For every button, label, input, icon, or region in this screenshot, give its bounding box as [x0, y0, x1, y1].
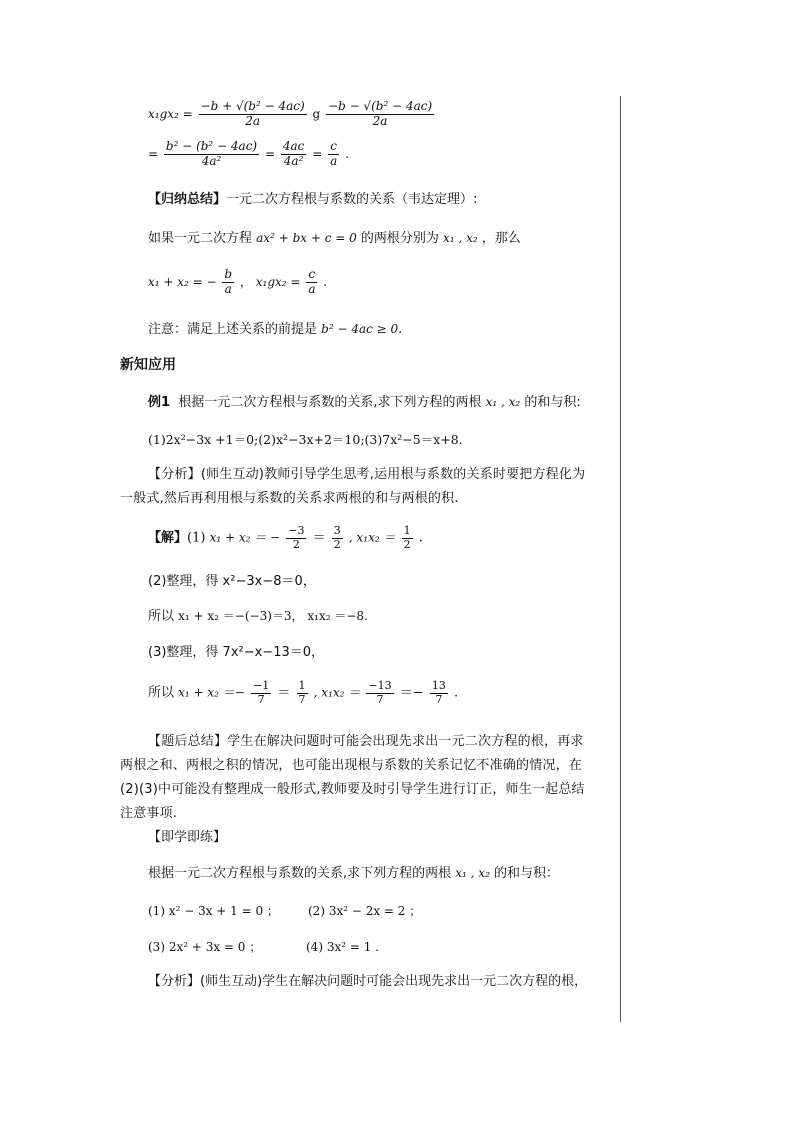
solution-heading: 【解】: [148, 530, 188, 546]
fraction: $\frac{3}{2}$: [333, 524, 341, 551]
quadratic-equation: ax² + bx + c = 0: [256, 231, 357, 245]
practice-problem-1: (1) x² − 3x + 1 = 0 ；: [148, 904, 279, 918]
fraction: $\frac{4ac}{\text{4a²}}$: [282, 139, 305, 168]
practice-problem-3: (3) 2x² + 3x = 0 ；: [148, 940, 262, 954]
post-summary: 【题后总结】学生在解决问题时可能会出现先求出一元二次方程的根，再求两根之和、两根之积的情况，也可能出现根与系数的关系记忆不准确的情况，在(2)(3)中可能没有整理成一般形式,教师要及时引导学生进行订正，师生一起总结注意事项.: [120, 734, 585, 821]
vieta-formulas: x₁ + x₂ = − $\frac{b}{a}$ ， x₁gx₂ = $\frac{c}{a}$ .: [148, 267, 328, 296]
practice-problem-2: (2) 3x² − 2x = 2 ；: [308, 904, 422, 918]
solution-2-step: (2)整理，得 x²−3x−8＝0，: [148, 574, 316, 589]
derivation-line-2: = $\frac{\text{b² − (b² − 4ac)}}{\text{4a²}}$ = $\frac{4ac}{\text{4a²}}$ = $\frac{c}{a}$ .: [148, 139, 349, 168]
practice-heading: 【即学即练】: [148, 830, 227, 845]
solution-3-result: 所以 x₁ + x₂ ＝− $\frac{-1}{7}$ ＝ $\frac{1}{7}$ , x₁x₂ ＝ $\frac{-13}{7}$ ＝− $\frac{13}{7}$ .: [148, 679, 459, 706]
fraction: $\frac{b}{a}$: [224, 267, 233, 296]
fraction: $\frac{1}{2}$: [403, 524, 411, 551]
summary-condition-line: 如果一元二次方程 ax² + bx + c = 0 的两根分别为 x₁ , x₂ ，那么: [148, 231, 521, 246]
post-summary-heading: 【题后总结】: [148, 734, 228, 749]
fraction: $\frac{\text{b² − (b² − 4ac)}}{\text{4a²}}$: [165, 139, 258, 168]
fraction: $\frac{c}{a}$: [330, 139, 338, 168]
analysis-1: 【分析】(师生互动)教师引导学生思考,运用根与系数的关系时要把方程化为一般式,然后再利用根与系数的关系求两根的和与两根的积.: [120, 467, 586, 506]
page-right-border: [620, 96, 621, 1022]
solution-2-result: 所以 x₁ + x₂ ＝−(−3)＝3， x₁x₂ ＝−8.: [148, 609, 368, 624]
example-1-prompt: 例1 根据一元二次方程根与系数的关系,求下列方程的两根 x₁ , x₂ 的和与积:: [148, 395, 581, 410]
practice-prompt: 根据一元二次方程根与系数的关系,求下列方程的两根 x₁ , x₂ 的和与积：: [148, 866, 560, 881]
practice-problem-4: (4) 3x² = 1 .: [306, 940, 379, 954]
fraction: $\frac{\text{−b − √(b² − 4ac)}}{2a}$: [328, 99, 433, 128]
analysis-2: 【分析】(师生互动)学生在解决问题时可能会出现先求出一元二次方程的根，: [148, 974, 588, 989]
derivation-line-1: x₁gx₂ = $\frac{\text{−b + √(b² − 4ac)}}{2a}$ g $\frac{\text{−b − √(b² − 4ac)}}{2a}$: [148, 99, 433, 128]
summary-heading-line: [148, 192, 477, 208]
derivation-lhs: x₁gx₂ =: [148, 106, 193, 121]
solution-3-step: (3)整理，得 7x²−x−13＝0，: [148, 645, 325, 660]
example-label: 例1: [148, 395, 171, 410]
fraction: $\frac{c}{a}$: [308, 267, 316, 296]
summary-heading: 【归纳总结】: [148, 192, 227, 207]
summary-text: 一元二次方程根与系数的关系（韦达定理）:: [226, 192, 478, 207]
analysis-heading: 【分析】: [148, 974, 201, 989]
fraction: $\frac{1}{7}$: [298, 679, 306, 706]
fraction: $\frac{\text{−b + √(b² − 4ac)}}{2a}$: [200, 99, 305, 128]
fraction: $\frac{-3}{2}$: [288, 524, 305, 551]
example-1-equations: (1)2x²−3x +1＝0;(2)x²−3x+2＝10;(3)7x²−5＝x+8.: [148, 432, 463, 447]
summary-note: 注意：满足上述关系的前提是 b² − 4ac ≥ 0.: [148, 322, 403, 337]
fraction: $\frac{-13}{7}$: [368, 679, 392, 706]
section-title: 新知应用: [120, 357, 176, 373]
fraction: $\frac{-1}{7}$: [253, 679, 270, 706]
solution-1: 【解】(1) x₁ + x₂ ＝ − $\frac{-3}{2}$ ＝ $\frac{3}{2}$ , x₁x₂ ＝ $\frac{1}{2}$ .: [148, 524, 423, 551]
analysis-heading: 【分析】: [148, 467, 201, 482]
fraction: $\frac{13}{7}$: [431, 679, 446, 706]
